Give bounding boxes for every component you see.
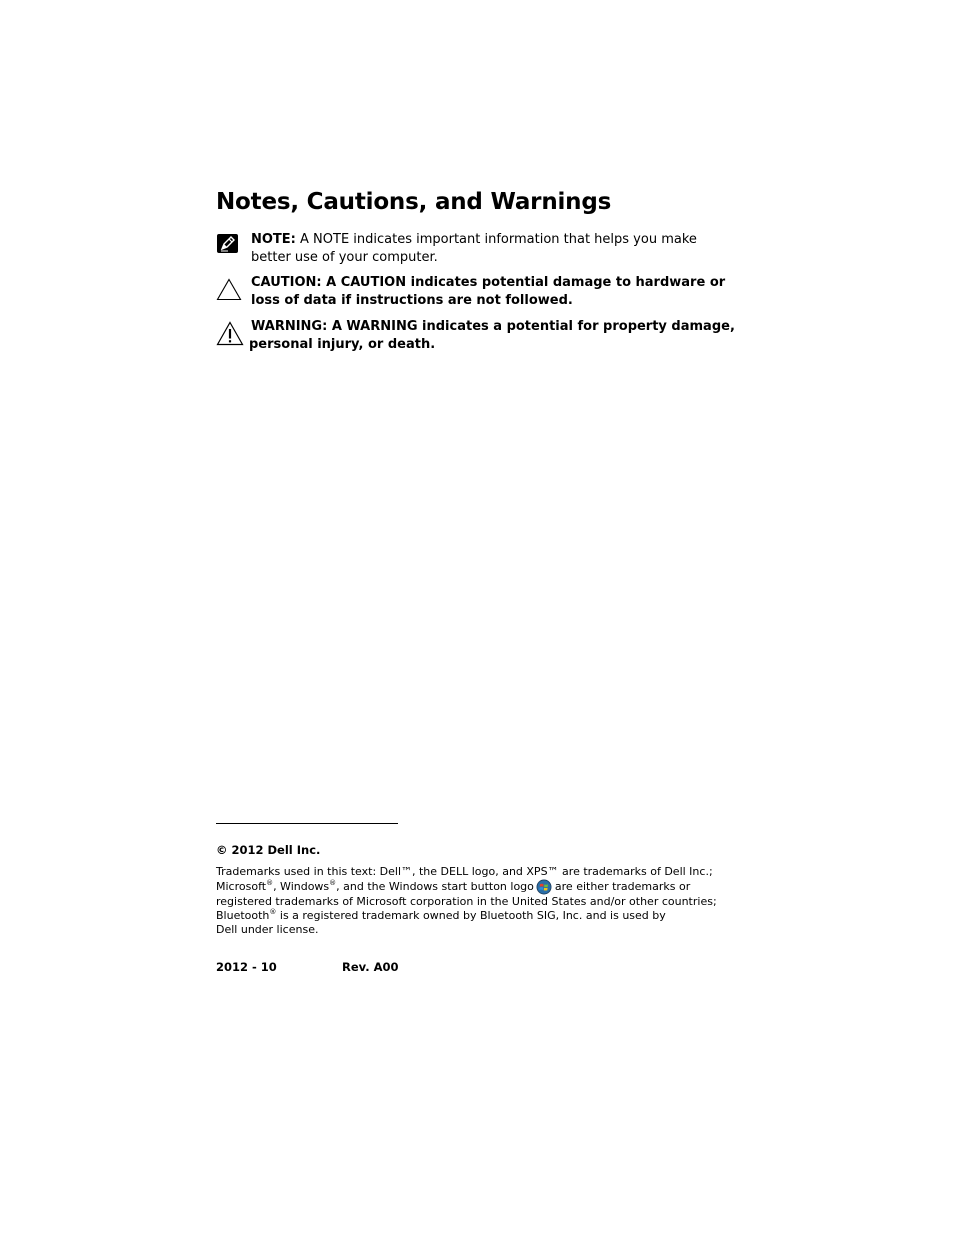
warning-text bbox=[251, 318, 736, 353]
windows-start-logo-icon bbox=[536, 879, 552, 895]
warning-block bbox=[216, 318, 736, 353]
microsoft-name: Microsoft bbox=[216, 880, 267, 893]
trademarks-line-5: Dell under license. bbox=[216, 923, 319, 936]
bluetooth-name: Bluetooth bbox=[216, 909, 270, 922]
pencil-note-icon bbox=[216, 233, 239, 258]
caution-text: CAUTION: A CAUTION indicates potential damage to hardware or loss of data if instructions are not followed. bbox=[251, 275, 726, 308]
trademarks-line-2-rest: , and the Windows start button logo bbox=[336, 880, 534, 893]
trademarks-line-2 bbox=[216, 879, 746, 895]
registered-mark: ® bbox=[269, 908, 277, 916]
revision-number: Rev. A00 bbox=[342, 960, 399, 974]
note-block bbox=[216, 231, 736, 266]
trademarks-line-2-end: are either trademarks or bbox=[554, 880, 691, 893]
windows-name: , Windows bbox=[273, 880, 330, 893]
note-label: NOTE: bbox=[251, 232, 296, 247]
registered-mark: ® bbox=[329, 879, 337, 887]
caution-triangle-icon bbox=[216, 278, 242, 305]
trademarks-text bbox=[216, 865, 746, 937]
note-text bbox=[251, 231, 736, 266]
trademarks-line-4-rest: is a registered trademark owned by Bluetooth SIG, Inc. and is used by bbox=[276, 909, 666, 922]
trademarks-line-1: Trademarks used in this text: Dell™, the DELL logo, and XPS™ are trademarks of Dell Inc.; bbox=[216, 865, 713, 878]
note-body: A NOTE indicates important information that helps you make better use of your computer. bbox=[251, 232, 697, 265]
trademarks-line-3: registered trademarks of Microsoft corporation in the United States and/or other countries; bbox=[216, 895, 717, 908]
footnote-divider bbox=[216, 823, 398, 824]
registered-mark: ® bbox=[266, 879, 274, 887]
revision-date: 2012 - 10 bbox=[216, 960, 277, 974]
trademarks-line-4 bbox=[216, 909, 746, 923]
warning-exclamation-triangle-icon bbox=[216, 321, 244, 350]
caution-block bbox=[216, 274, 736, 309]
copyright-text: © 2012 Dell Inc. bbox=[216, 843, 321, 857]
warning-line-1: WARNING: A WARNING indicates a potential for property damage, bbox=[251, 319, 735, 334]
page-title: Notes, Cautions, and Warnings bbox=[216, 189, 612, 215]
warning-line-2: personal injury, or death. bbox=[249, 336, 436, 352]
